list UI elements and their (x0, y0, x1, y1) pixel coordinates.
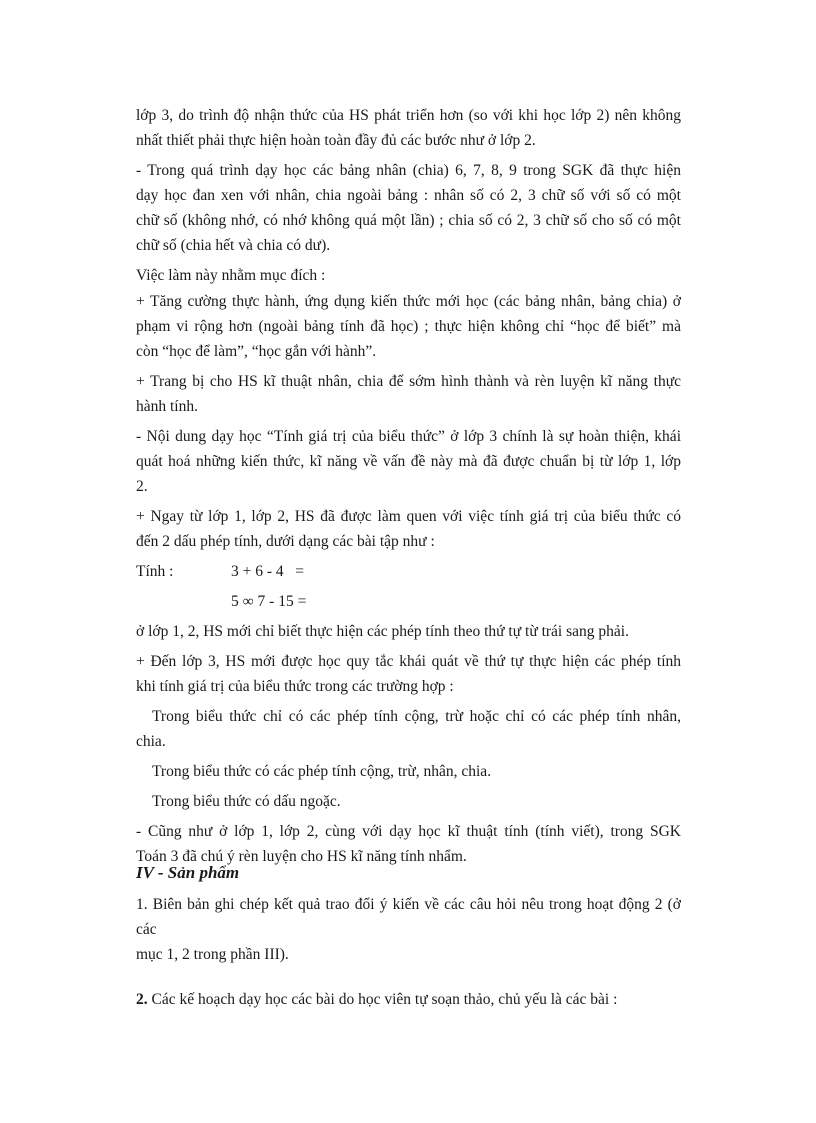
text-line: 2. (136, 478, 148, 495)
list-number: 2. (136, 991, 148, 1008)
text-line: Trong biểu thức chỉ có các phép tính cộng, trừ hoặc chỉ có các phép tính nhân, (152, 708, 681, 725)
expression-2: 5 ∞ 7 - 15 = (231, 593, 307, 610)
text-line: dạy học đan xen với nhân, chia ngoài bảng : nhân số có 2, 3 chữ số với số có một (136, 187, 681, 204)
text-line: lớp 3, do trình độ nhận thức của HS phát triển hơn (so với khi học lớp 2) nên không (136, 107, 681, 124)
text-line: hành tính. (136, 398, 198, 415)
expression-1: 3 + 6 - 4 = (231, 563, 305, 580)
text-line: Toán 3 đã chú ý rèn luyện cho HS kĩ năng tính nhẩm. (136, 848, 467, 865)
text-line: chữ số (chia hết và chia có dư). (136, 237, 331, 254)
text-line: quát hoá những kiến thức, kĩ năng về vấn đề này mà đã được chuẩn bị từ lớp 1, lớp (136, 453, 681, 470)
text-line: các (136, 921, 157, 938)
text-line: Trong biểu thức có dấu ngoặc. (152, 793, 341, 810)
section-heading: IV - Sản phẩm (136, 863, 240, 882)
text-line: 1. Biên bản ghi chép kết quả trao đổi ý kiến về các câu hỏi nêu trong hoạt động 2 (ở (136, 896, 681, 913)
text-line: khi tính giá trị của biểu thức trong các trường hợp : (136, 678, 454, 695)
text-line: phạm vi rộng hơn (ngoài bảng tính đã học) ; thực hiện không chỉ “học để biết” mà (136, 318, 681, 335)
text-line: + Tăng cường thực hành, ứng dụng kiến thức mới học (các bảng nhân, bảng chia) ở (136, 293, 681, 310)
text-line: còn “học để làm”, “học gắn với hành”. (136, 343, 377, 360)
text-line: chia. (136, 733, 166, 750)
text-line: Việc làm này nhằm mục đích : (136, 267, 326, 284)
list-text: Các kế hoạch dạy học các bài do học viên tự soạn thảo, chủ yếu là các bài : (147, 991, 618, 1008)
text-line: + Đến lớp 3, HS mới được học quy tắc khái quát về thứ tự thực hiện các phép tính (136, 653, 681, 670)
exercise-label: Tính : (136, 563, 174, 580)
text-line: Trong biểu thức có các phép tính cộng, trừ, nhân, chia. (152, 763, 492, 780)
text-line: - Trong quá trình dạy học các bảng nhân (chia) 6, 7, 8, 9 trong SGK đã thực hiện (136, 162, 681, 179)
text-line: đến 2 dấu phép tính, dưới dạng các bài tập như : (136, 533, 435, 550)
text-line: + Ngay từ lớp 1, lớp 2, HS đã được làm quen với việc tính giá trị của biểu thức có (136, 508, 681, 525)
text-line: chữ số (không nhớ, có nhớ không quá một lần) ; chia số có 2, 3 chữ số cho số có một (136, 212, 681, 229)
text-line (136, 987, 681, 1012)
text-line: nhất thiết phải thực hiện hoàn toàn đầy đủ các bước như ở lớp 2. (136, 132, 536, 149)
text-line: ở lớp 1, 2, HS mới chỉ biết thực hiện các phép tính theo thứ tự từ trái sang phải. (136, 623, 629, 640)
text-line: mục 1, 2 trong phần III). (136, 946, 289, 963)
text-line: + Trang bị cho HS kĩ thuật nhân, chia để sớm hình thành và rèn luyện kĩ năng thực (136, 373, 681, 390)
text-line: - Cũng như ở lớp 1, lớp 2, cùng với dạy học kĩ thuật tính (tính viết), trong SGK (136, 823, 681, 840)
text-line: - Nội dung dạy học “Tính giá trị của biểu thức” ở lớp 3 chính là sự hoàn thiện, khái (136, 428, 681, 445)
